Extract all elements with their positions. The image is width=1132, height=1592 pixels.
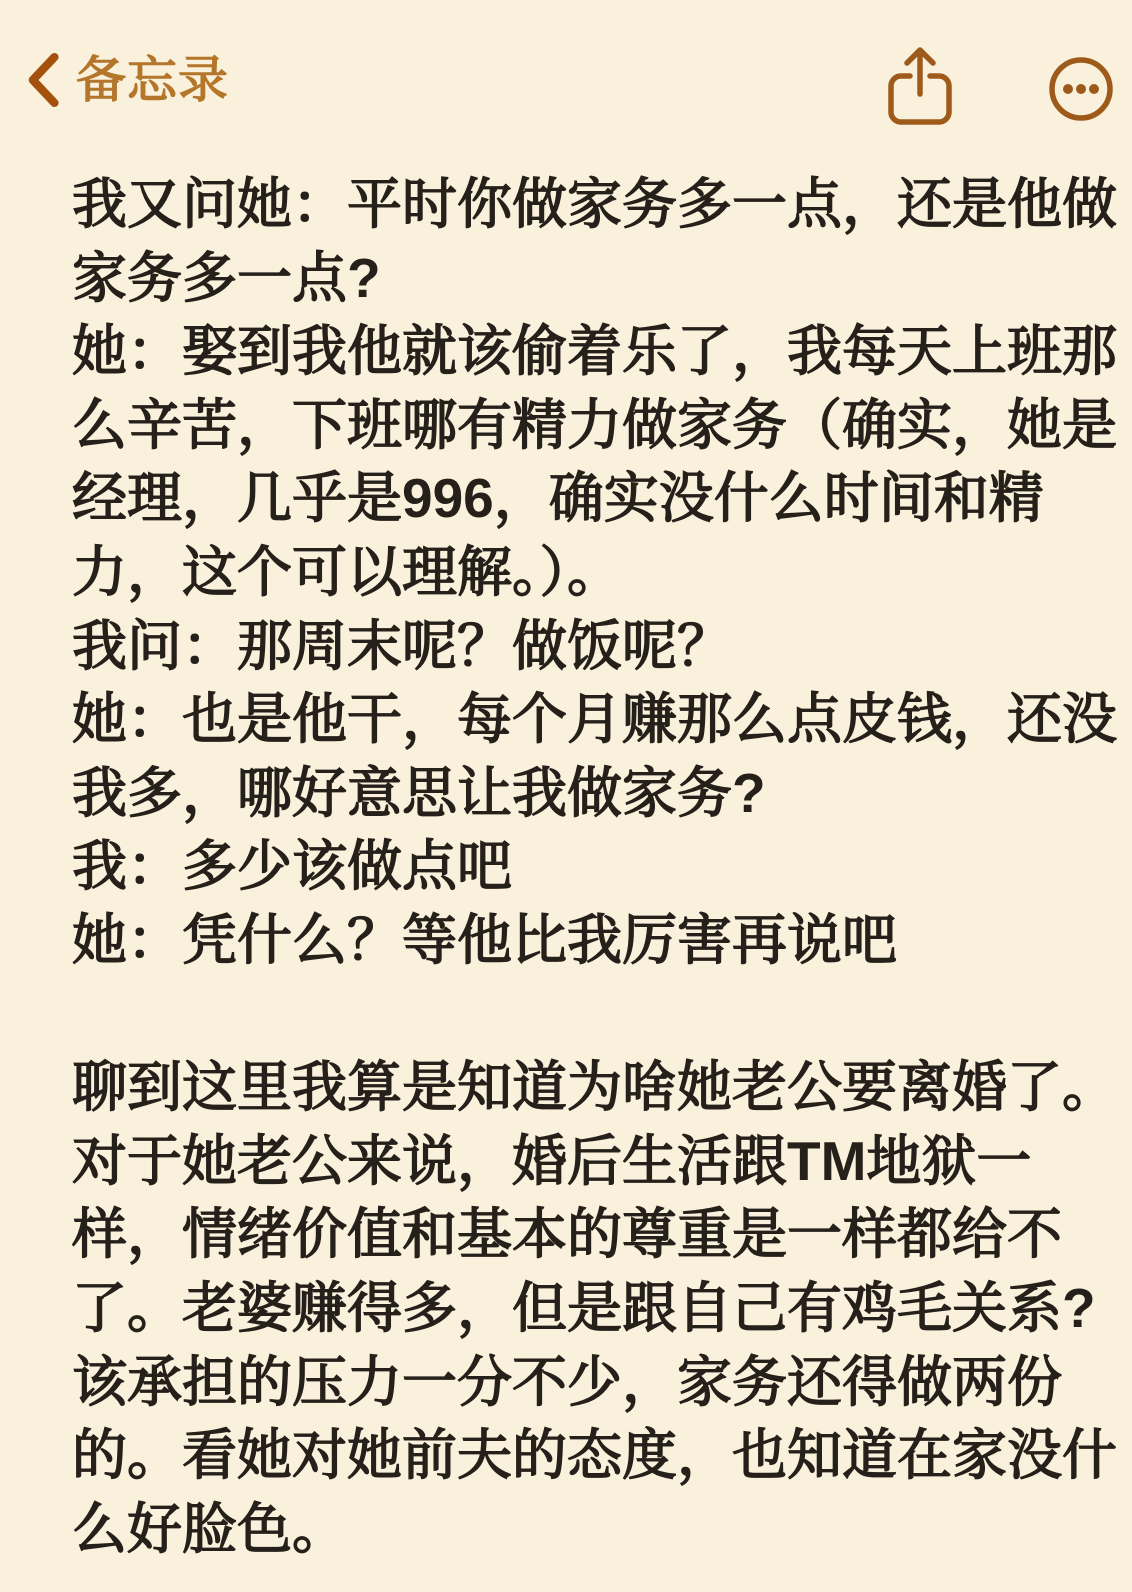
note-line[interactable]: 的。看她对她前夫的态度，也知道在家没什 — [72, 1424, 1118, 1487]
chevron-left-icon — [24, 52, 62, 108]
note-line[interactable]: 经理，几乎是996，确实没什么时间和精 — [72, 467, 1044, 530]
ellipsis-circle-icon — [1048, 56, 1114, 122]
note-line[interactable]: 么好脸色。 — [72, 1497, 348, 1560]
note-line[interactable]: 样，情绪价值和基本的尊重是一样都给不 — [72, 1203, 1063, 1266]
back-label: 备忘录 — [76, 52, 229, 108]
note-line[interactable]: 聊到这里我算是知道为啥她老公要离婚了。 — [72, 1056, 1118, 1119]
note-line[interactable]: 了。老婆赚得多，但是跟自己有鸡毛关系? — [72, 1276, 1096, 1339]
note-line[interactable]: 力，这个可以理解。）。 — [72, 540, 623, 603]
note-content[interactable] — [72, 168, 1122, 1566]
note-line[interactable]: 么辛苦，下班哪有精力做家务（确实，她是 — [72, 393, 1118, 456]
note-line[interactable]: 她：凭什么？等他比我厉害再说吧 — [72, 908, 898, 971]
share-icon — [886, 44, 954, 128]
note-line[interactable]: 该承担的压力一分不少，家务还得做两份 — [72, 1350, 1063, 1413]
note-line[interactable]: 对于她老公来说，婚后生活跟TM地狱一 — [72, 1129, 1032, 1192]
note-line-blank[interactable] — [72, 978, 1122, 1052]
note-line[interactable]: 我问：那周末呢？做饭呢？ — [72, 614, 733, 677]
note-line[interactable]: 她：也是他干，每个月赚那么点皮钱，还没 — [72, 688, 1118, 751]
note-line[interactable]: 我多，哪好意思让我做家务? — [72, 761, 766, 824]
note-line[interactable]: 我又问她：平时你做家务多一点，还是他做 — [72, 173, 1118, 235]
nav-bar — [0, 0, 1132, 150]
back-button[interactable] — [24, 52, 229, 108]
note-line[interactable]: 我：多少该做点吧 — [72, 835, 513, 898]
share-button[interactable] — [886, 44, 954, 128]
note-line[interactable]: 家务多一点? — [72, 246, 381, 309]
more-button[interactable] — [1048, 56, 1114, 122]
note-line[interactable]: 她：娶到我他就该偷着乐了，我每天上班那 — [72, 320, 1118, 383]
